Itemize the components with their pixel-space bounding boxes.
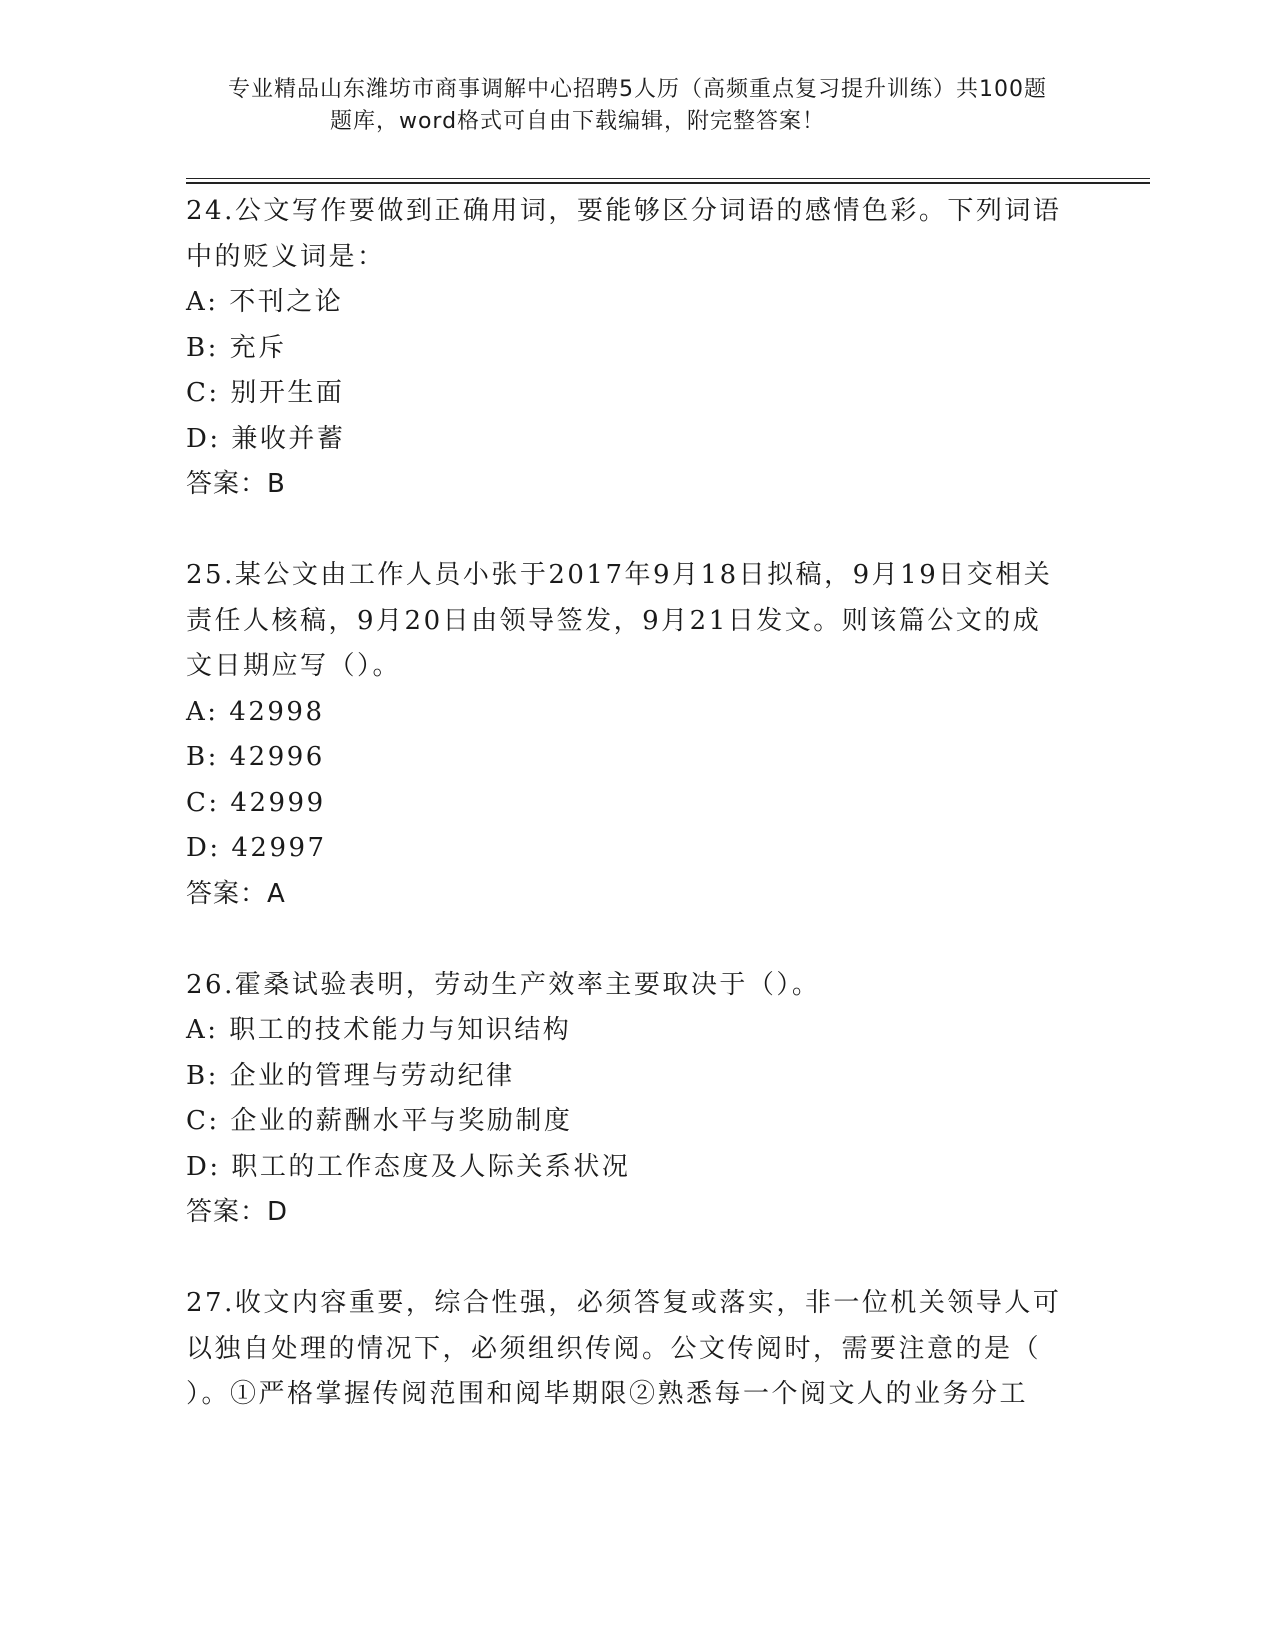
header-title-line2: 题库，word格式可自由下载编辑，附完整答案！ — [329, 109, 826, 134]
option-c: C: 别开生面 — [186, 378, 345, 408]
question-text: 以独自处理的情况下，必须组织传阅。公文传阅时，需要注意的是（ — [186, 1333, 1042, 1364]
header-divider-thick — [186, 182, 1150, 184]
option-c: C: 企业的薪酬水平与奖励制度 — [186, 1106, 573, 1136]
question-text: 25.某公文由工作人员小张于2017年9月18日拟稿，9月19日交相关 — [186, 560, 1053, 590]
option-b: B: 企业的管理与劳动纪律 — [186, 1060, 515, 1091]
question-list — [186, 189, 1086, 1463]
question-text: 中的贬义词是： — [186, 241, 386, 272]
answer: 答案：D — [186, 1197, 289, 1227]
option-d: D: 兼收并蓄 — [186, 423, 346, 454]
question-text: 27.收文内容重要，综合性强，必须答复或落实，非一位机关领导人可 — [186, 1288, 1062, 1318]
question-25 — [186, 553, 1086, 917]
option-a: A: 42998 — [186, 696, 325, 727]
option-b: B: 42996 — [186, 742, 325, 772]
question-text: 文日期应写（）。 — [186, 651, 402, 681]
question-text: ）。①严格掌握传阅范围和阅毕期限②熟悉每一个阅文人的业务分工 — [186, 1379, 1029, 1409]
question-24 — [186, 189, 1086, 508]
header-title-line1: 专业精品山东潍坊市商事调解中心招聘5人历（高频重点复习提升训练）共100题 — [228, 77, 1047, 102]
answer: 答案：B — [186, 469, 286, 499]
option-a: A: 不刊之论 — [186, 287, 344, 317]
answer: 答案：A — [186, 878, 286, 909]
option-d: D: 职工的工作态度及人际关系状况 — [186, 1151, 631, 1182]
question-text: 24.公文写作要做到正确用词，要能够区分词语的感情色彩。下列词语 — [186, 196, 1062, 226]
option-d: D: 42997 — [186, 833, 327, 863]
question-27 — [186, 1281, 1086, 1418]
header-divider-thin — [186, 178, 1150, 179]
question-text: 26.霍桑试验表明，劳动生产效率主要取决于（）。 — [186, 969, 821, 1000]
question-text: 责任人核稿，9月20日由领导签发，9月21日发文。则该篇公文的成 — [186, 605, 1042, 636]
document-header — [0, 74, 1275, 138]
question-26 — [186, 963, 1086, 1236]
option-a: A: 职工的技术能力与知识结构 — [186, 1015, 572, 1045]
option-c: C: 42999 — [186, 787, 326, 818]
option-b: B: 充斥 — [186, 332, 287, 363]
